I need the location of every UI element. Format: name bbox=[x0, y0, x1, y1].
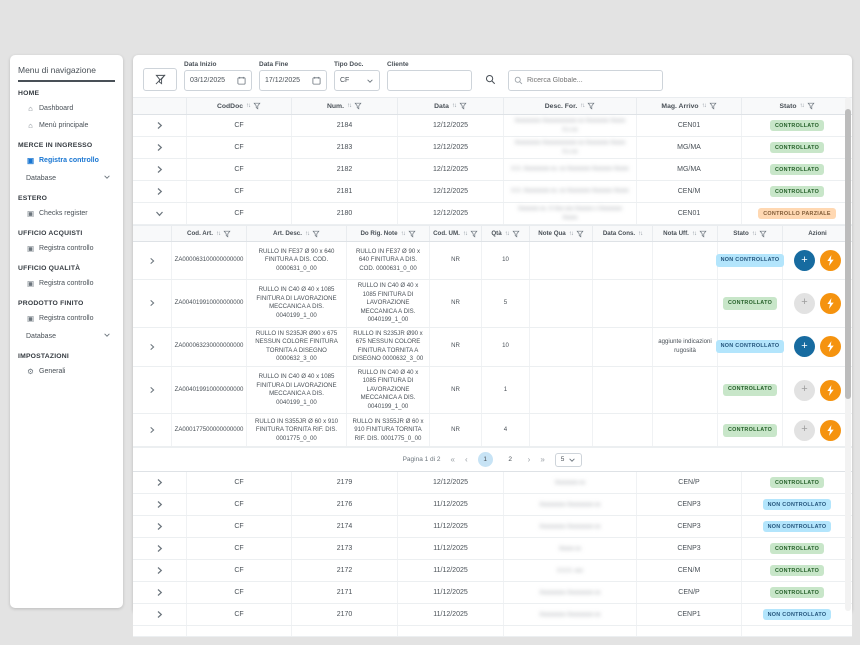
subtable-row[interactable]: ZA000063100000000000 RULLO IN FE37 Ø 90 x 640 FINITURA A DIS. COD. 0000631_0_00 RULLO IN FE37 Ø 90 x 640 FINITURA A DIS. COD. 0000631_0_00 NR 10 NON CONTROLLATO + bbox=[133, 242, 852, 280]
supplier-desc-redacted: Xxxxx xx bbox=[558, 545, 582, 552]
quick-action-button[interactable] bbox=[820, 293, 841, 314]
lightning-icon bbox=[826, 341, 835, 352]
plus-icon: + bbox=[801, 383, 808, 396]
home-icon: ⌂ bbox=[28, 104, 33, 113]
first-page-button[interactable]: « bbox=[450, 455, 455, 465]
sidebar-item-registra-controllo-prodotto[interactable]: ▣ Registra controllo bbox=[26, 314, 94, 323]
article-code: ZA004019910000000000 bbox=[172, 280, 247, 327]
expand-row-icon[interactable] bbox=[155, 165, 164, 174]
column-header-coddoc[interactable]: CodDoc ↑↓ bbox=[187, 98, 292, 114]
add-check-button[interactable] bbox=[794, 420, 815, 441]
sort-icon[interactable]: ↑↓ bbox=[691, 230, 696, 237]
sidebar-section-merce-in-ingresso: MERCE IN INGRESSO bbox=[18, 142, 93, 149]
sort-icon[interactable]: ↑↓ bbox=[304, 230, 309, 237]
status-badge: NON CONTROLLATO bbox=[716, 254, 785, 267]
subcolumn-header-rig-note[interactable]: Do Rig. Note ↑↓ bbox=[347, 226, 430, 241]
checklist-icon: ▣ bbox=[26, 314, 35, 323]
lightning-icon bbox=[826, 298, 835, 309]
filter-icon[interactable] bbox=[709, 102, 717, 110]
subcolumn-header-nota-uff[interactable]: Nota Uff. ↑↓ bbox=[653, 226, 718, 241]
quick-action-button[interactable] bbox=[820, 380, 841, 401]
date-end-input[interactable] bbox=[265, 77, 308, 84]
filter-icon[interactable] bbox=[699, 230, 707, 238]
client-input[interactable] bbox=[393, 77, 466, 84]
table-row[interactable]: CF 2172 11/12/2025 X.X.X. xxx CEN/M CONTROLLATO bbox=[133, 560, 852, 582]
add-check-button[interactable] bbox=[794, 293, 815, 314]
official-note: aggiunte indicazioni rugosità bbox=[653, 328, 718, 366]
lightning-icon bbox=[826, 255, 835, 266]
supplier-desc-redacted: Xxxxxxx xx. X Xxx xxx Xxxxxx x Xxxxxxxx Xxxxx bbox=[518, 206, 622, 221]
expand-row-icon[interactable] bbox=[148, 426, 156, 434]
page-button-2[interactable]: 2 bbox=[508, 456, 512, 464]
doc-type-field bbox=[334, 61, 380, 91]
collapse-row-icon[interactable] bbox=[155, 209, 164, 218]
date-start-field bbox=[184, 61, 252, 91]
status-badge: CONTROLLATO bbox=[770, 543, 824, 554]
checklist-icon: ▣ bbox=[26, 209, 35, 218]
sort-icon[interactable]: ↑↓ bbox=[246, 103, 251, 109]
filter-slash-icon bbox=[155, 74, 166, 85]
sort-icon[interactable]: ↑↓ bbox=[215, 230, 220, 237]
supplier-desc-redacted: Xxxxxxxxx Xxxxxxxxxxxx xx Xxxxxxxx Xxxxx X.x xx bbox=[514, 118, 626, 133]
client-field bbox=[387, 61, 472, 91]
status-badge: CONTROLLATO bbox=[770, 565, 824, 576]
column-header-data[interactable]: Data ↑↓ bbox=[398, 98, 504, 114]
column-header-desc-for[interactable]: Desc. For. ↑↓ bbox=[504, 98, 637, 114]
table-row[interactable]: CF 2174 11/12/2025 Xxxxxxxxx Xxxxxxxxx xx CENP3 NON CONTROLLATO bbox=[133, 516, 852, 538]
prev-page-button[interactable]: ‹ bbox=[464, 455, 468, 465]
status-badge: CONTROLLATO bbox=[770, 164, 824, 175]
sidebar-item-generali[interactable]: ⚙ Generali bbox=[27, 367, 66, 376]
column-header-num[interactable]: Num. ↑↓ bbox=[292, 98, 398, 114]
doc-type-label: Tipo Doc. bbox=[334, 61, 364, 68]
global-search-box bbox=[508, 70, 663, 91]
supplier-desc-redacted: X.X. Xxxxxxxxx xx. xx Xxxxxxxx Xxxxxxx Xxxxx bbox=[511, 188, 629, 195]
status-badge: CONTROLLATO bbox=[770, 142, 824, 153]
expand-row-icon[interactable] bbox=[155, 478, 164, 487]
filter-icon[interactable] bbox=[354, 102, 362, 110]
article-code: ZA000177500000000000 bbox=[172, 414, 247, 446]
filter-icon[interactable] bbox=[312, 230, 320, 238]
supplier-desc-redacted: Xxxxxxxxx Xxxxxxxxx xx bbox=[539, 589, 601, 596]
sidebar-section-home: HOME bbox=[18, 90, 40, 97]
vertical-scrollbar[interactable] bbox=[845, 97, 851, 611]
quick-action-button[interactable] bbox=[820, 420, 841, 441]
last-page-button[interactable]: » bbox=[540, 455, 545, 465]
subcolumn-header-cod-um[interactable]: Cod. UM. ↑↓ bbox=[430, 226, 482, 241]
expand-row-icon[interactable] bbox=[155, 610, 164, 619]
expand-row-icon[interactable] bbox=[155, 588, 164, 597]
sidebar-item-registra-controllo-merce[interactable]: ▣ Registra controllo bbox=[26, 156, 99, 165]
subcolumn-header-azioni: Azioni bbox=[808, 230, 827, 237]
checklist-icon: ▣ bbox=[26, 156, 35, 165]
expand-row-icon[interactable] bbox=[155, 187, 164, 196]
column-header-stato[interactable]: Stato ↑↓ bbox=[742, 98, 852, 114]
expand-row-icon[interactable] bbox=[155, 522, 164, 531]
page-button-1[interactable]: 1 bbox=[478, 452, 493, 467]
subcolumn-header-data-cons[interactable]: Data Cons. ↑↓ bbox=[593, 226, 653, 241]
subtable-header bbox=[133, 225, 852, 242]
filter-icon[interactable] bbox=[408, 230, 416, 238]
doc-type-select[interactable]: CF bbox=[334, 70, 380, 91]
client-label: Cliente bbox=[387, 61, 409, 68]
quick-action-button[interactable] bbox=[820, 250, 841, 271]
subtable-paginator bbox=[133, 447, 852, 471]
supplier-desc-redacted: Xxxxxxxxx Xxxxxxxxx xx bbox=[539, 611, 601, 618]
date-end-field bbox=[259, 61, 327, 91]
sidebar-section-ufficio-qualita: UFFICIO QUALITÀ bbox=[18, 265, 81, 272]
sort-icon[interactable]: ↑↓ bbox=[568, 230, 573, 237]
sidebar-section-estero: ESTERO bbox=[18, 195, 48, 202]
sidebar-item-checks-register[interactable]: ▣ Checks register bbox=[26, 209, 88, 218]
sort-icon[interactable]: ↑↓ bbox=[504, 230, 509, 237]
article-code: ZA000063230000000000 bbox=[172, 328, 247, 366]
expand-row-icon[interactable] bbox=[155, 566, 164, 575]
table-row[interactable]: CF 2183 12/12/2025 Xxxxxxxxx Xxxxxxxxxxxx xx Xxxxxxxx Xxxxx X.x xx MG/MA CONTROLLATO bbox=[133, 137, 852, 159]
plus-icon: + bbox=[801, 253, 808, 266]
checklist-icon: ▣ bbox=[26, 244, 35, 253]
chevron-down-icon bbox=[568, 456, 576, 464]
status-badge: CONTROLLATO bbox=[770, 186, 824, 197]
supplier-desc-redacted: X.X. Xxxxxxxxx xx. xx Xxxxxxxx Xxxxxxx Xxxxx bbox=[511, 166, 629, 173]
article-code: ZA004019910000000000 bbox=[172, 367, 247, 414]
expand-row-icon[interactable] bbox=[148, 386, 156, 394]
sort-icon[interactable]: ↑↓ bbox=[799, 103, 804, 109]
filter-icon[interactable] bbox=[459, 102, 467, 110]
expand-row-icon[interactable] bbox=[148, 343, 156, 351]
calendar-icon[interactable] bbox=[312, 76, 321, 85]
status-badge: NON CONTROLLATO bbox=[716, 340, 785, 353]
filter-icon[interactable] bbox=[759, 230, 767, 238]
sidebar-item-registra-controllo-acquisti[interactable]: ▣ Registra controllo bbox=[26, 244, 94, 253]
checklist-icon: ▣ bbox=[26, 279, 35, 288]
next-page-button[interactable]: › bbox=[527, 455, 531, 465]
status-badge: NON CONTROLLATO bbox=[763, 499, 832, 510]
subtable-row[interactable]: ZA004019910000000000 RULLO IN C40 Ø 40 x 1085 FINITURA DI LAVORAZIONE MECCANICA A DIS. 0040199_1_00 RULLO IN C40 Ø 40 x 1085 FINITURA DI LAVORAZIONE MECCANICA A DIS. 0040199_1_00 NR 1 CONTROLLATO + bbox=[133, 367, 852, 415]
sort-icon[interactable]: ↑↓ bbox=[400, 230, 405, 237]
subcolumn-header-art-desc[interactable]: Art. Desc. ↑↓ bbox=[247, 226, 347, 241]
table-row[interactable]: CF 2176 11/12/2025 Xxxxxxxxx Xxxxxxxxx xx CENP3 NON CONTROLLATO bbox=[133, 494, 852, 516]
filter-icon[interactable] bbox=[576, 230, 584, 238]
quick-action-button[interactable] bbox=[820, 336, 841, 357]
sidebar-title: Menu di navigazione bbox=[18, 65, 115, 82]
sort-icon[interactable]: ↑↓ bbox=[751, 230, 756, 237]
table-row[interactable]: CF 2179 12/12/2025 Xxxxxxxx xx CEN/P CONTROLLATO bbox=[133, 472, 852, 494]
expand-row-icon[interactable] bbox=[155, 121, 164, 130]
status-badge: NON CONTROLLATO bbox=[763, 521, 832, 532]
sidebar-item-database-merce[interactable]: Database bbox=[18, 169, 115, 187]
paginator-label: Pagina 1 di 2 bbox=[402, 456, 441, 464]
sort-icon[interactable]: ↑↓ bbox=[462, 230, 467, 237]
lightning-icon bbox=[826, 425, 835, 436]
subcolumn-header-stato[interactable]: Stato ↑↓ bbox=[718, 226, 783, 241]
table-row[interactable]: CF 2181 12/12/2025 X.X. Xxxxxxxxx xx. xx Xxxxxxxx Xxxxxxx Xxxxx CEN/M CONTROLLATO bbox=[133, 181, 852, 203]
status-badge: CONTROLLATO bbox=[723, 384, 777, 397]
expander-column-header bbox=[133, 98, 187, 114]
sidebar-section-ufficio-acquisti: UFFICIO ACQUISTI bbox=[18, 230, 83, 237]
add-check-button[interactable] bbox=[794, 380, 815, 401]
expand-row-icon[interactable] bbox=[155, 544, 164, 553]
sidebar-item-registra-controllo-qualita[interactable]: ▣ Registra controllo bbox=[26, 279, 94, 288]
table-row[interactable]: CF 2173 11/12/2025 Xxxxx xx CENP3 CONTROLLATO bbox=[133, 538, 852, 560]
add-check-button[interactable] bbox=[794, 336, 815, 357]
global-search-input[interactable] bbox=[527, 77, 657, 84]
subtable-row[interactable]: ZA000063230000000000 RULLO IN S235JR Ø90 x 675 NESSUN COLORE FINITURA TORNITA A DISEGNO 0000632_3_00 RULLO IN S235JR Ø90 x 675 NESSUN COLORE FINITURA TORNITA A DISEGNO 0000632_3_00 NR 10 aggiunte indicazioni rugosità NON CONTROLLATO + bbox=[133, 328, 852, 367]
status-badge: CONTROLLATO bbox=[723, 297, 777, 310]
supplier-desc-redacted: Xxxxxxxx xx bbox=[554, 479, 586, 486]
search-button[interactable] bbox=[479, 68, 501, 91]
chevron-down-icon bbox=[103, 331, 111, 341]
main-content bbox=[133, 55, 852, 619]
column-header-mag-arrivo[interactable]: Mag. Arrivo ↑↓ bbox=[637, 98, 742, 114]
status-badge: CONTROLLATO bbox=[770, 477, 824, 488]
sort-icon[interactable]: ↑↓ bbox=[580, 103, 585, 109]
filter-bar bbox=[133, 55, 852, 97]
status-badge: CONTROLLO PARZIALE bbox=[758, 208, 836, 219]
sort-icon[interactable]: ↑↓ bbox=[638, 230, 643, 237]
plus-icon: + bbox=[801, 423, 808, 436]
supplier-desc-redacted: Xxxxxxxxx Xxxxxxxxx xx bbox=[539, 523, 601, 530]
table-row[interactable]: CF 2184 12/12/2025 Xxxxxxxxx Xxxxxxxxxxxx xx Xxxxxxxx Xxxxx X.x xx CEN01 CONTROLLATO bbox=[133, 115, 852, 137]
add-check-button[interactable] bbox=[794, 250, 815, 271]
subcolumn-header-qta[interactable]: Qtà ↑↓ bbox=[482, 226, 530, 241]
supplier-desc-redacted: Xxxxxxxxx Xxxxxxxxxxxx xx Xxxxxxxx Xxxxx X.x xx bbox=[514, 140, 626, 155]
filter-icon[interactable] bbox=[223, 230, 231, 238]
sidebar bbox=[10, 55, 123, 608]
status-badge: NON CONTROLLATO bbox=[763, 609, 832, 620]
sidebar-section-prodotto-finito: PRODOTTO FINITO bbox=[18, 300, 84, 307]
supplier-desc-redacted: Xxxxxxxxx Xxxxxxxxx xx bbox=[539, 501, 601, 508]
clear-filters-button[interactable] bbox=[143, 68, 177, 91]
sidebar-item-menu-principale[interactable]: ⌂ Menù principale bbox=[18, 117, 115, 134]
scrollbar-thumb[interactable] bbox=[845, 109, 851, 399]
date-end-label: Data Fine bbox=[259, 61, 289, 68]
sort-icon[interactable]: ↑↓ bbox=[451, 103, 456, 109]
sidebar-section-impostazioni: IMPOSTAZIONI bbox=[18, 353, 69, 360]
plus-icon: + bbox=[801, 339, 808, 352]
expand-row-icon[interactable] bbox=[155, 500, 164, 509]
chevron-down-icon bbox=[366, 77, 374, 85]
expand-row-icon[interactable] bbox=[155, 143, 164, 152]
subtable-row[interactable]: ZA004019910000000000 RULLO IN C40 Ø 40 x 1085 FINITURA DI LAVORAZIONE MECCANICA A DIS. 0040199_1_00 RULLO IN C40 Ø 40 x 1085 FINITURA DI LAVORAZIONE MECCANICA A DIS. 0040199_1_00 NR 5 CONTROLLATO + bbox=[133, 280, 852, 328]
subtable-row[interactable]: ZA000177500000000000 RULLO IN S355JR Ø 60 x 910 FINITURA TORNITA RIF. DIS. 0001775_0_00 RULLO IN S355JR Ø 60 x 910 FINITURA TORNITA RIF. DIS. 0001775_0_00 NR 4 CONTROLLATO + bbox=[133, 414, 852, 447]
filter-icon[interactable] bbox=[587, 102, 595, 110]
search-icon bbox=[514, 76, 523, 85]
sort-icon[interactable]: ↑↓ bbox=[347, 103, 351, 109]
subcolumn-header-cod-art[interactable]: Cod. Art. ↑↓ bbox=[172, 226, 247, 241]
sidebar-item-dashboard[interactable]: ⌂ Dashboard bbox=[18, 100, 115, 117]
table-row[interactable]: CF 2170 11/12/2025 Xxxxxxxxx Xxxxxxxxx xx CENP1 NON CONTROLLATO bbox=[133, 604, 852, 626]
status-badge: CONTROLLATO bbox=[770, 120, 824, 131]
expand-row-icon[interactable] bbox=[148, 299, 156, 307]
search-icon bbox=[485, 74, 496, 85]
filter-icon[interactable] bbox=[470, 230, 478, 238]
table-header bbox=[133, 97, 852, 115]
gear-icon: ⚙ bbox=[27, 367, 34, 376]
supplier-desc-redacted: X.X.X. xxx bbox=[557, 567, 583, 574]
filter-icon[interactable] bbox=[807, 102, 815, 110]
status-badge: CONTROLLATO bbox=[770, 587, 824, 598]
table-row-partial bbox=[133, 626, 852, 637]
filter-icon[interactable] bbox=[512, 230, 520, 238]
table-row-expanded[interactable]: CF 2180 12/12/2025 Xxxxxxx xx. X Xxx xxx Xxxxxx x Xxxxxxxx Xxxxx CEN01 CONTROLLO PARZIALE bbox=[133, 203, 852, 225]
sidebar-item-database-prodotto[interactable]: Database bbox=[18, 327, 115, 345]
article-code: ZA000063100000000000 bbox=[172, 242, 247, 279]
expand-row-icon[interactable] bbox=[148, 257, 156, 265]
date-start-input[interactable] bbox=[190, 77, 233, 84]
table-row[interactable]: CF 2182 12/12/2025 X.X. Xxxxxxxxx xx. xx Xxxxxxxx Xxxxxxx Xxxxx MG/MA CONTROLLATO bbox=[133, 159, 852, 181]
sort-icon[interactable]: ↑↓ bbox=[701, 103, 706, 109]
lightning-icon bbox=[826, 385, 835, 396]
home-icon: ⌂ bbox=[28, 121, 33, 130]
page-size-select[interactable]: 5 bbox=[555, 453, 583, 467]
plus-icon: + bbox=[801, 296, 808, 309]
row-expansion-panel bbox=[133, 225, 852, 472]
calendar-icon[interactable] bbox=[237, 76, 246, 85]
chevron-down-icon bbox=[103, 173, 111, 183]
date-start-label: Data Inizio bbox=[184, 61, 217, 68]
filter-icon[interactable] bbox=[253, 102, 261, 110]
subcolumn-header-note-qua[interactable]: Note Qua ↑↓ bbox=[530, 226, 593, 241]
table-row[interactable]: CF 2171 11/12/2025 Xxxxxxxxx Xxxxxxxxx xx CEN/P CONTROLLATO bbox=[133, 582, 852, 604]
status-badge: CONTROLLATO bbox=[723, 424, 777, 437]
